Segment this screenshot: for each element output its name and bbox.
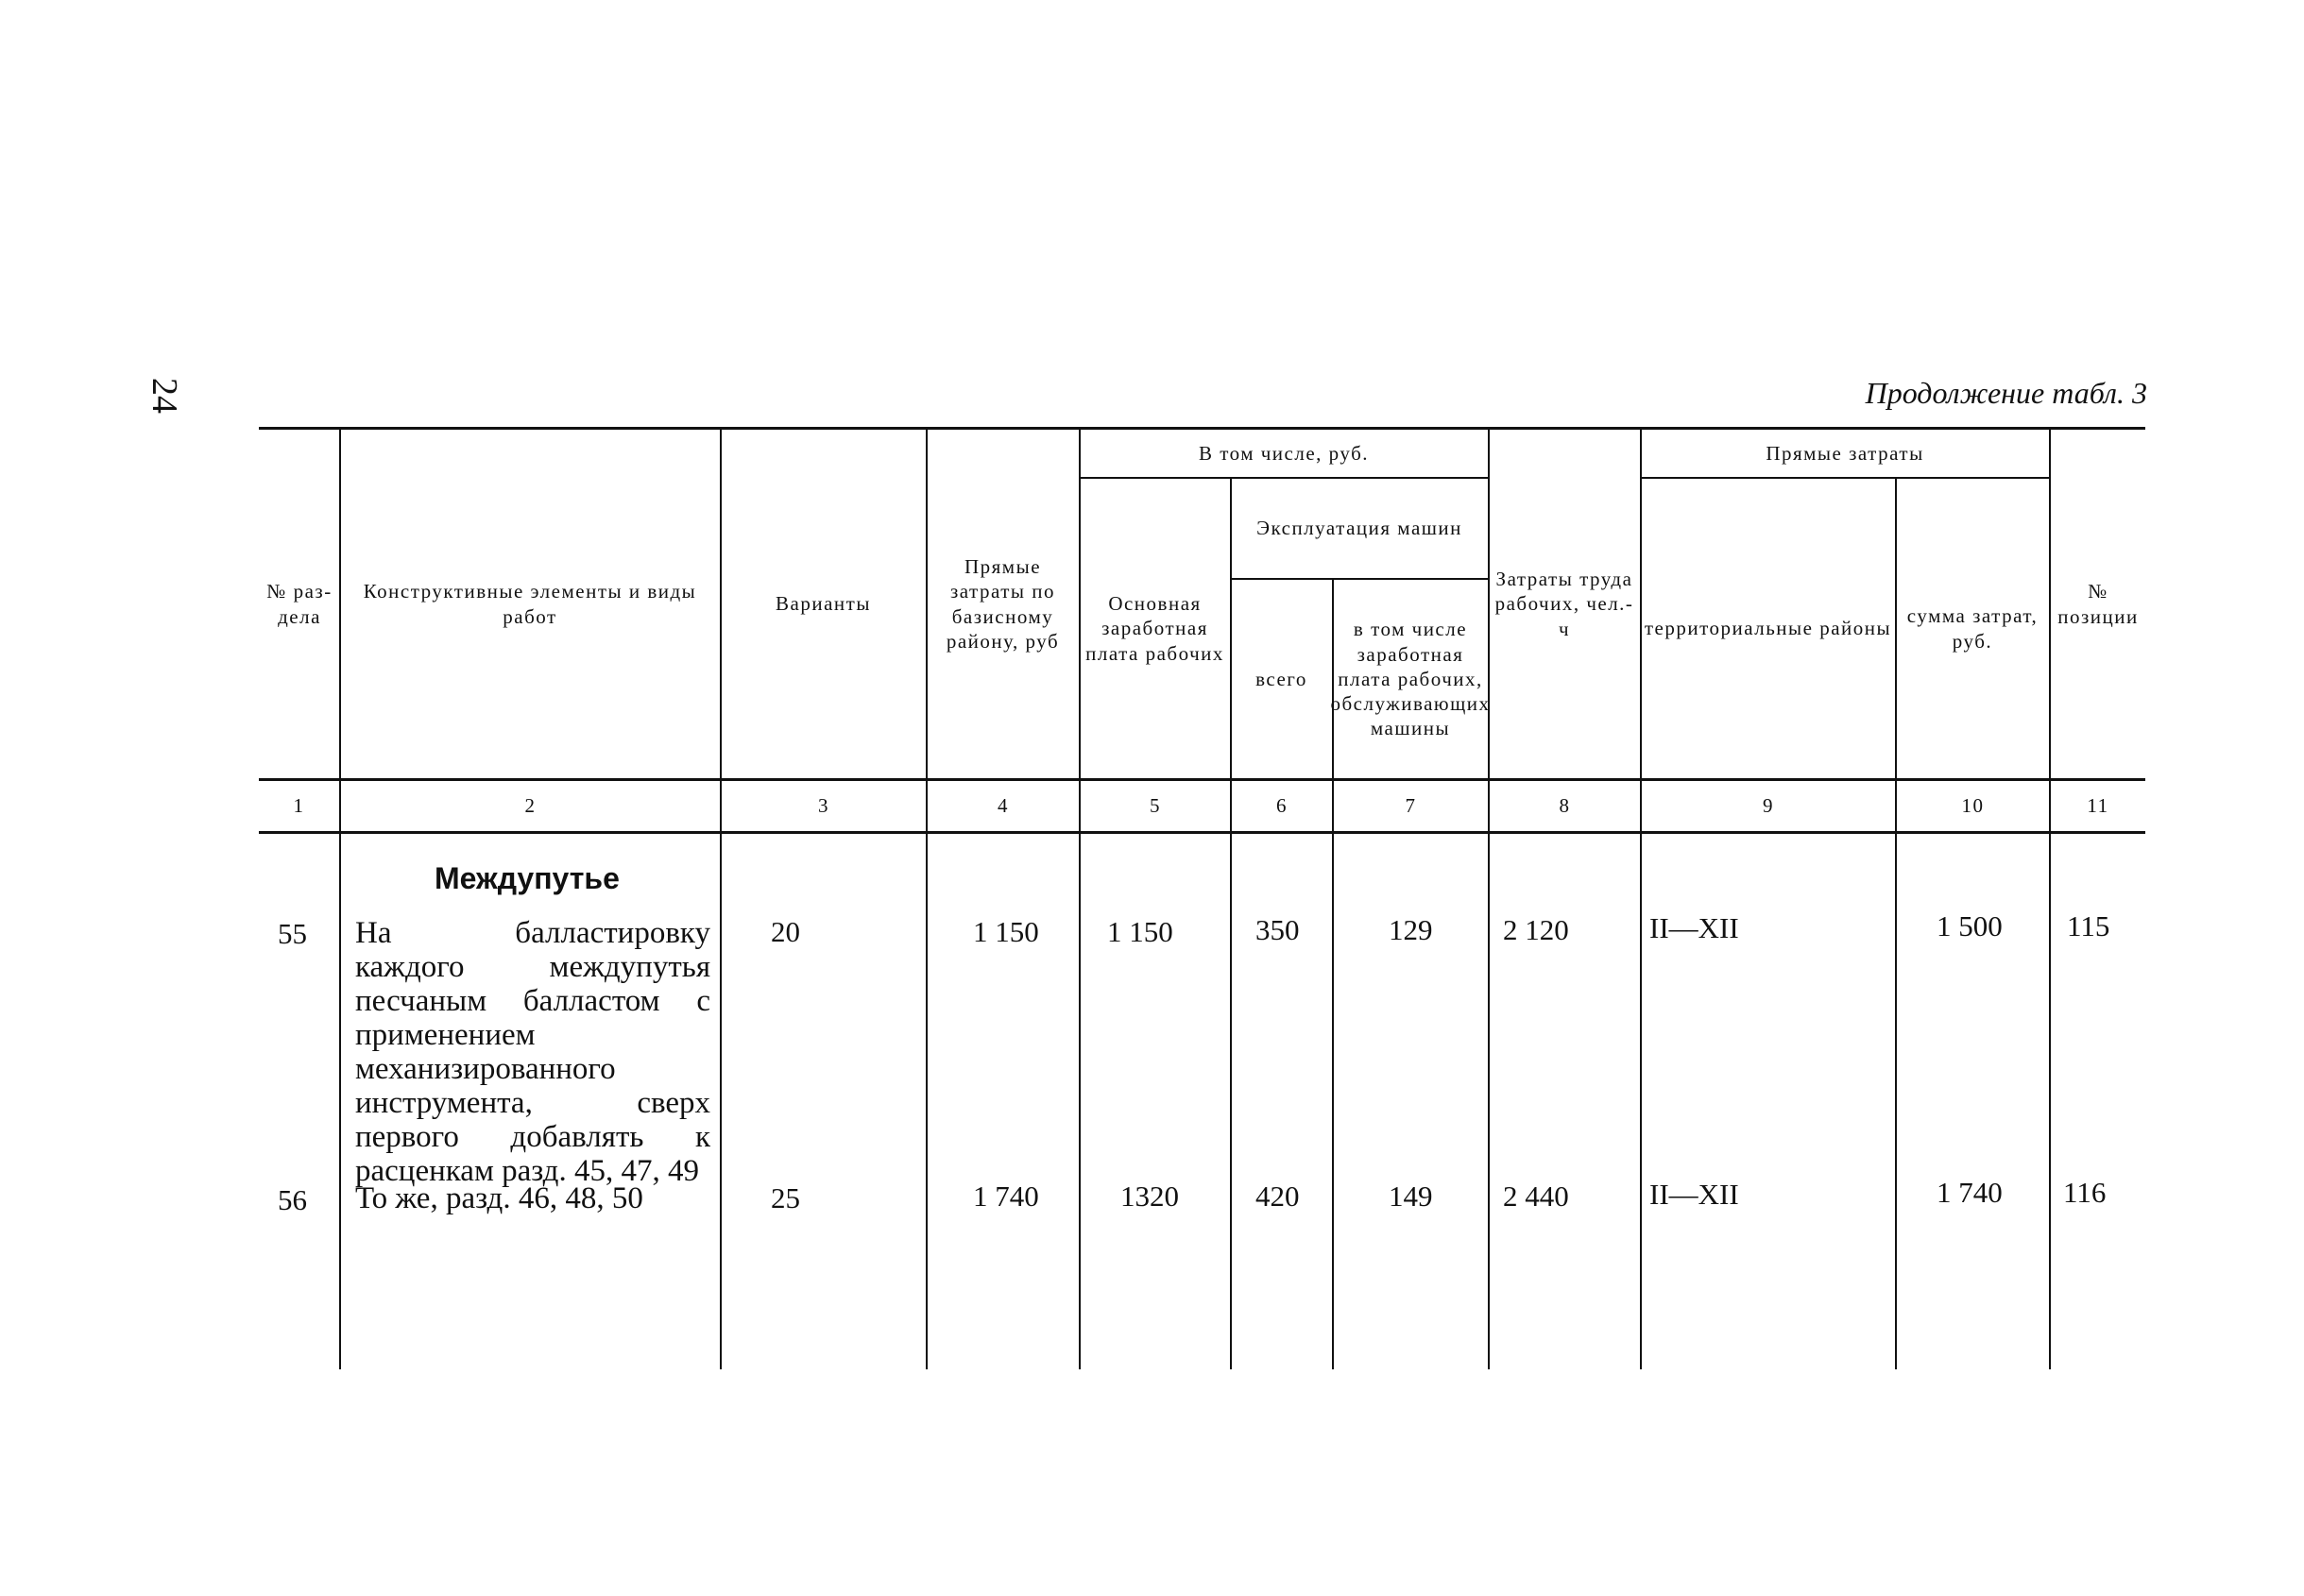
column-number-9: 9 bbox=[1763, 794, 1774, 818]
column-number-10: 10 bbox=[1961, 794, 1985, 818]
column-number-5: 5 bbox=[1150, 794, 1161, 818]
header-cost-sum: сумма затрат, руб. bbox=[1906, 604, 2039, 653]
row-55-regions: II—XII bbox=[1649, 911, 1739, 944]
header-machines-total: всего bbox=[1255, 667, 1307, 690]
column-number-3: 3 bbox=[818, 794, 829, 818]
header-territorial-regions: территориальные районы bbox=[1644, 617, 1892, 640]
row-56-base-wage: 1320 bbox=[1120, 1180, 1179, 1213]
header-position-number: № позиции bbox=[2057, 580, 2139, 628]
column-number-1: 1 bbox=[293, 794, 305, 818]
column-number-6: 6 bbox=[1276, 794, 1288, 818]
row-56-direct-cost: 1 740 bbox=[973, 1180, 1039, 1213]
row-55-position: 115 bbox=[2067, 909, 2110, 942]
page-number: 24 bbox=[145, 378, 184, 414]
column-number-8: 8 bbox=[1559, 794, 1571, 818]
table-caption: Продолжение табл. 3 bbox=[1865, 376, 2147, 410]
data-table bbox=[259, 427, 2145, 1369]
header-group-machines: Эксплуатация машин bbox=[1256, 517, 1462, 540]
row-56-variants: 25 bbox=[771, 1181, 800, 1214]
row-56-sum: 1 740 bbox=[1937, 1176, 2003, 1209]
row-55-sum: 1 500 bbox=[1937, 909, 2003, 942]
row-56-section: 56 bbox=[278, 1183, 307, 1216]
header-group-including: В том числе, руб. bbox=[1198, 441, 1370, 465]
row-55-section: 55 bbox=[278, 917, 307, 950]
section-title: Междупутье bbox=[435, 861, 620, 895]
column-number-2: 2 bbox=[524, 794, 537, 818]
row-56-position: 116 bbox=[2063, 1176, 2107, 1209]
row-56-machines-wage: 149 bbox=[1389, 1180, 1433, 1213]
row-55-variants: 20 bbox=[771, 915, 800, 948]
row-55-base-wage: 1 150 bbox=[1107, 915, 1173, 948]
header-section-number: № раз-дела bbox=[266, 580, 333, 628]
row-56-labor: 2 440 bbox=[1503, 1180, 1569, 1213]
header-variants: Варианты bbox=[776, 592, 871, 616]
row-55-description: На балластировку каждого междупутья песчаным балластом с применением механизированного инструмента, сверх первого добавлять к расценкам разд. 45, 47, 49 bbox=[355, 916, 710, 1188]
header-group-direct: Прямые затраты bbox=[1766, 441, 1924, 465]
header-work-description: Конструктивные элементы и виды работ bbox=[363, 580, 697, 628]
header-direct-cost-base: Прямые затраты по базисному району, руб bbox=[946, 555, 1060, 653]
row-56-regions: II—XII bbox=[1649, 1178, 1739, 1211]
row-55-machines-total: 350 bbox=[1255, 913, 1300, 946]
column-number-4: 4 bbox=[998, 794, 1009, 818]
row-55-direct-cost: 1 150 bbox=[973, 915, 1039, 948]
row-56-machines-total: 420 bbox=[1255, 1180, 1300, 1213]
row-55-labor: 2 120 bbox=[1503, 913, 1569, 946]
header-base-wage: Основная заработная плата рабочих bbox=[1085, 592, 1224, 665]
header-machines-wage: в том числе заработная плата рабочих, обслуживающих машины bbox=[1330, 618, 1491, 740]
column-number-11: 11 bbox=[2087, 794, 2109, 818]
header-labor-cost: Затраты труда рабочих, чел.-ч bbox=[1494, 568, 1634, 640]
row-56-description: То же, разд. 46, 48, 50 bbox=[355, 1181, 643, 1215]
column-number-7: 7 bbox=[1405, 794, 1417, 818]
row-55-machines-wage: 129 bbox=[1389, 913, 1433, 946]
